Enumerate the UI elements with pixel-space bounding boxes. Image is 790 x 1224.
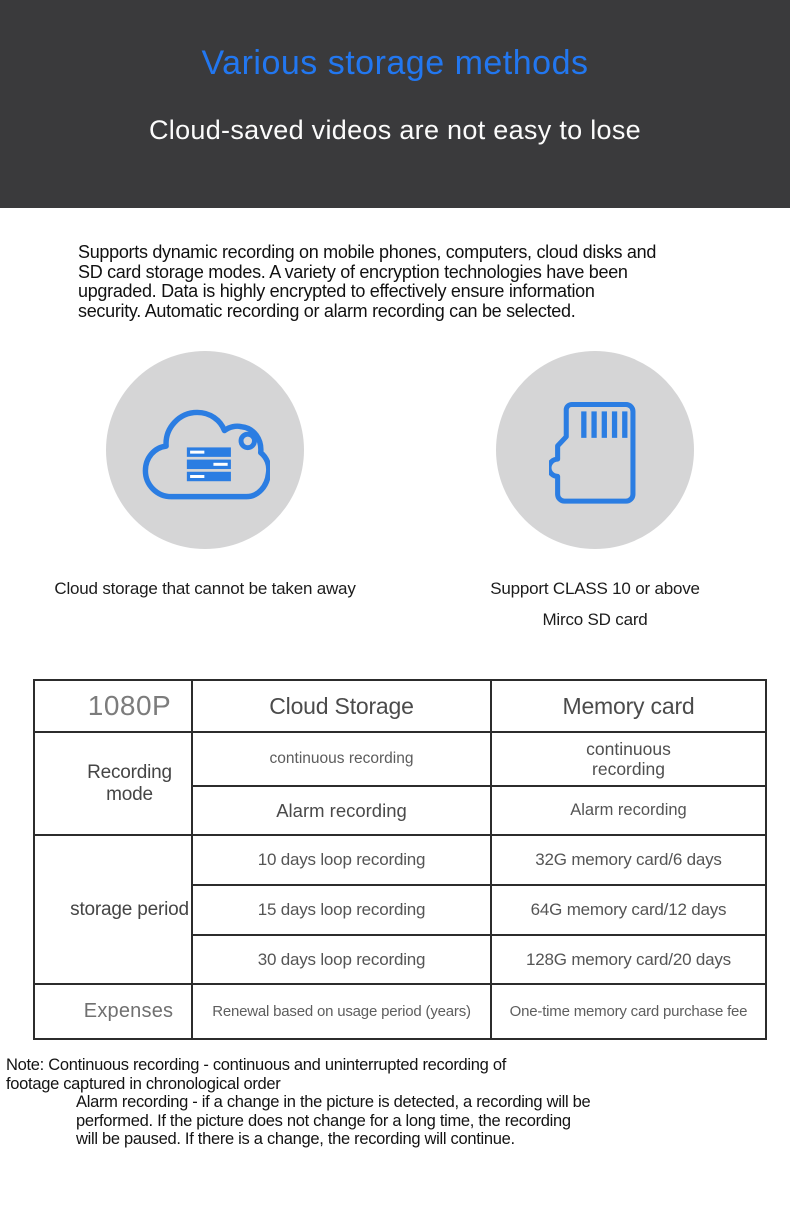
table-header-row: [34, 680, 766, 732]
intro-line-4: security. Automatic recording or alarm recording can be selected.: [78, 300, 576, 321]
page-subtitle: Cloud-saved videos are not easy to lose: [149, 115, 641, 145]
table-row-storage-10-days: [34, 835, 766, 885]
note2-line-2: performed. If the picture does not change for a long time, the recording: [76, 1111, 571, 1130]
feature-cloud-storage: [40, 351, 370, 630]
cell-memory-128g: 128G memory card/20 days: [491, 935, 766, 984]
intro-line-2: SD card storage modes. A variety of encryption technologies have been: [78, 261, 628, 282]
cell-cloud-10-days-loop: 10 days loop recording: [192, 835, 491, 885]
table-row-continuous-recording: [34, 732, 766, 786]
cell-memory-64g: 64G memory card/12 days: [491, 885, 766, 935]
cloud-storage-caption: Cloud storage that cannot be taken away: [54, 579, 356, 598]
feature-icons-row: [0, 351, 790, 630]
note-alarm-recording: [0, 1093, 790, 1149]
cloud-storage-icon: [140, 393, 270, 507]
cell-cloud-continuous-recording: continuous recording: [192, 732, 491, 786]
table-row-expenses: [34, 984, 766, 1039]
intro-paragraph: [0, 243, 790, 321]
micro-sd-card-icon: [549, 393, 641, 508]
hero-banner: [0, 0, 790, 208]
row-label-storage-period: storage period: [34, 835, 192, 984]
cell-cloud-expenses: Renewal based on usage period (years): [192, 984, 491, 1039]
note1-line-1: Note: Continuous recording - continuous and uninterrupted recording of: [6, 1056, 506, 1074]
note1-line-2: footage captured in chronological order: [6, 1074, 281, 1093]
table-header-resolution: 1080P: [34, 680, 192, 732]
sd-card-caption-line1: Support CLASS 10 or above: [490, 579, 700, 598]
note-continuous-recording: [0, 1056, 790, 1093]
table-header-memory-card: Memory card: [491, 680, 766, 732]
cell-memory-continuous-recording: continuous recording: [491, 732, 766, 786]
sd-card-caption-line2: Mirco SD card: [542, 610, 648, 629]
feature-sd-card: [430, 351, 760, 630]
row-label-expenses: Expenses: [34, 984, 192, 1039]
cell-memory-alarm-recording: Alarm recording: [491, 786, 766, 835]
cell-cloud-15-days-loop: 15 days loop recording: [192, 885, 491, 935]
sd-card-badge: [496, 351, 694, 549]
footnotes: [0, 1056, 790, 1149]
table-header-cloud-storage: Cloud Storage: [192, 680, 491, 732]
note2-line-1: Alarm recording - if a change in the picture is detected, a recording will be: [76, 1093, 591, 1111]
storage-comparison-table: [33, 679, 767, 1040]
intro-line-1: Supports dynamic recording on mobile phones, computers, cloud disks and: [78, 242, 657, 262]
page-title: Various storage methods: [201, 44, 589, 82]
row-label-recording-mode: Recording mode: [34, 732, 192, 835]
note2-line-3: will be paused. If there is a change, the recording will continue.: [76, 1130, 515, 1148]
cell-cloud-alarm-recording: Alarm recording: [192, 786, 491, 835]
intro-line-3: upgraded. Data is highly encrypted to effectively ensure information: [78, 281, 595, 301]
cell-memory-expenses: One-time memory card purchase fee: [491, 984, 766, 1039]
cloud-storage-badge: [106, 351, 304, 549]
cell-memory-32g: 32G memory card/6 days: [491, 835, 766, 885]
cell-cloud-30-days-loop: 30 days loop recording: [192, 935, 491, 984]
